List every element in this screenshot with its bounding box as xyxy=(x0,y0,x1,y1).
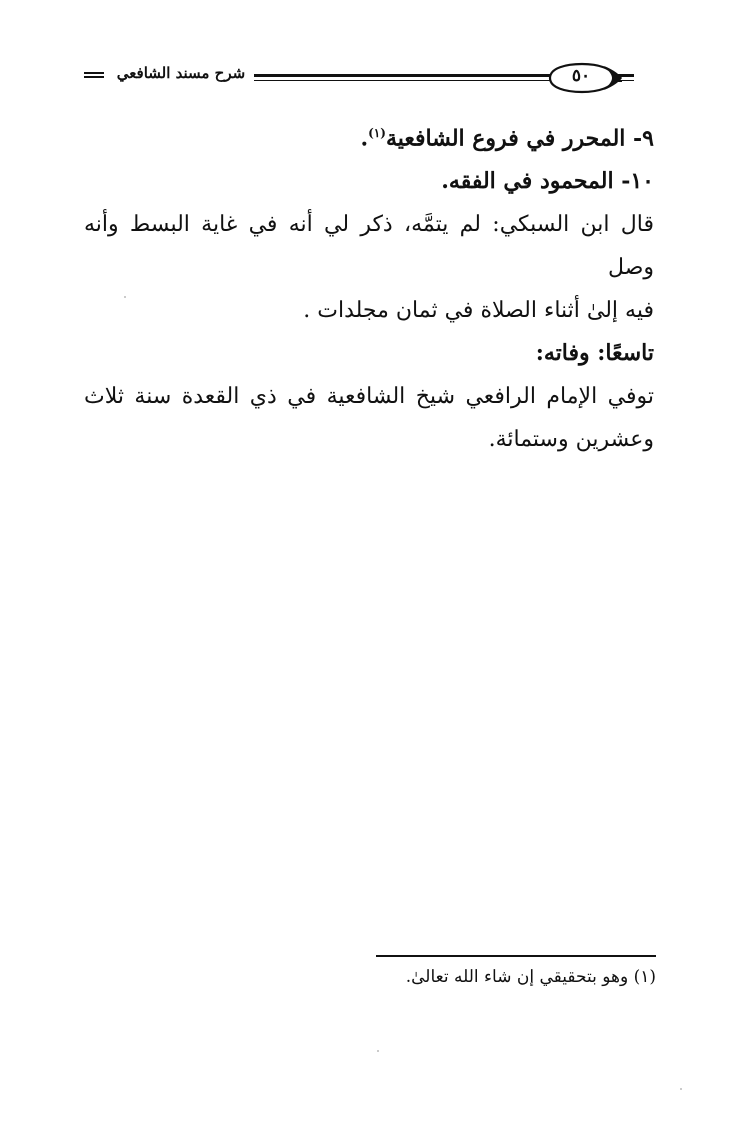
main-text xyxy=(84,112,654,461)
running-header xyxy=(84,58,654,98)
list-item-9-text: ٩- المحرر في فروع الشافعية xyxy=(385,125,654,152)
scan-speck xyxy=(124,296,126,298)
list-item-10: ١٠- المحمود في الفقه. xyxy=(441,168,654,195)
paragraph-2-line-2: وعشرين وستمائة. xyxy=(488,427,654,453)
header-book-title: شرح مسند الشافعي xyxy=(116,64,246,82)
header-ornament-lines xyxy=(84,72,104,80)
scan-speck xyxy=(680,1088,682,1090)
list-item-9 xyxy=(84,112,654,160)
paragraph-1-line-2: فيه إلىٰ أثناء الصلاة في ثمان مجلدات . xyxy=(303,298,654,324)
footnote-separator xyxy=(376,955,656,957)
paragraph-1-line-1: قال ابن السبكي: لم يتمَّه، ذكر لي أنه في غاية البسط وأنه وصل xyxy=(84,212,654,281)
scan-speck xyxy=(377,1050,379,1052)
page-number-badge xyxy=(546,62,622,94)
list-item-9-period: . xyxy=(360,125,369,152)
paragraph-2-line-1: توفي الإمام الرافعي شيخ الشافعية في ذي القعدة سنة ثلاث xyxy=(84,384,654,410)
page-number: ٥٠ xyxy=(571,66,591,86)
section-heading: تاسعًا: وفاته: xyxy=(535,340,654,367)
footnote-text: (١) وهو بتحقيقي إن شاء الله تعالىٰ. xyxy=(405,967,656,987)
footnote-reference: (١) xyxy=(368,126,386,140)
